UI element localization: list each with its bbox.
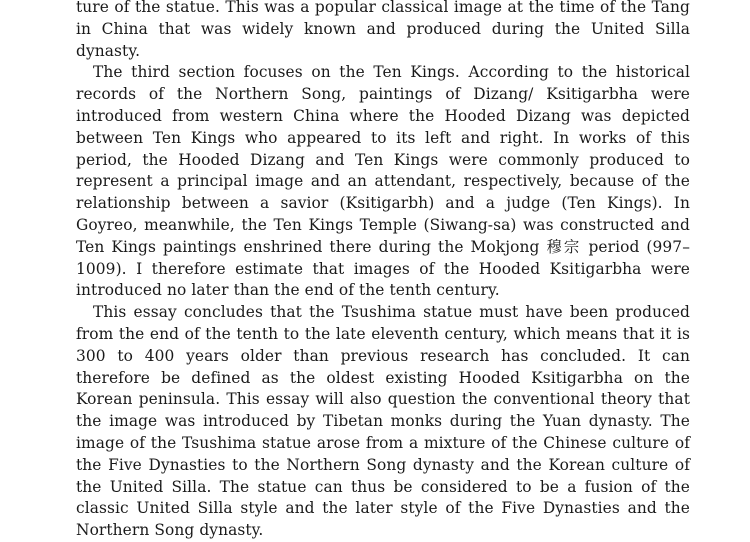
paragraph-ten-kings: The third section focuses on the Ten Kings. According to the historical records of the Northern Song, paintings of Dizang/ Ksitigarbha were introduced from western China where the Hooded Dizang was depicted between Ten Kings who appeared to its left and right. In works of this period, the Hooded Dizang and Ten Kings were commonly produced to represent a principal image and an attendant, respectively, because of the relationship between a savior (Ksitigarbh) and a judge (Ten Kings). In Goyreo, meanwhile, the Ten Kings Temple (Siwang-sa) was constructed and Ten Kings paintings enshrined there during the Mokjong 穆宗 period (997–1009). I therefore estimate that images of the Hooded Ksitigarbha were introduced no later than the end of the tenth century. (76, 63, 690, 300)
document-page (76, 0, 690, 540)
paragraph-conclusion: This essay concludes that the Tsushima statue must have been produced from the end of the tenth to the late eleventh century, which means that it is 300 to 400 years older than previous research has concluded. It can therefore be defined as the oldest existing Hooded Ksitigarbha on the Korean peninsula. This essay will also question the conventional theory that the image was introduced by Tibetan monks during the Yuan dynasty. The image of the Tsushima statue arose from a mixture of the Chinese culture of the Five Dynasties to the Northern Song dynasty and the Korean culture of the United Silla. The statue can thus be considered to be a fusion of the classic United Silla style and the later style of the Five Dynasties and the Northern Song dynasty. (76, 303, 690, 540)
paragraph-continuation: ture of the statue. This was a popular classical image at the time of the Tang in China that was widely known and produced during the United Silla dynasty. (76, 0, 690, 60)
